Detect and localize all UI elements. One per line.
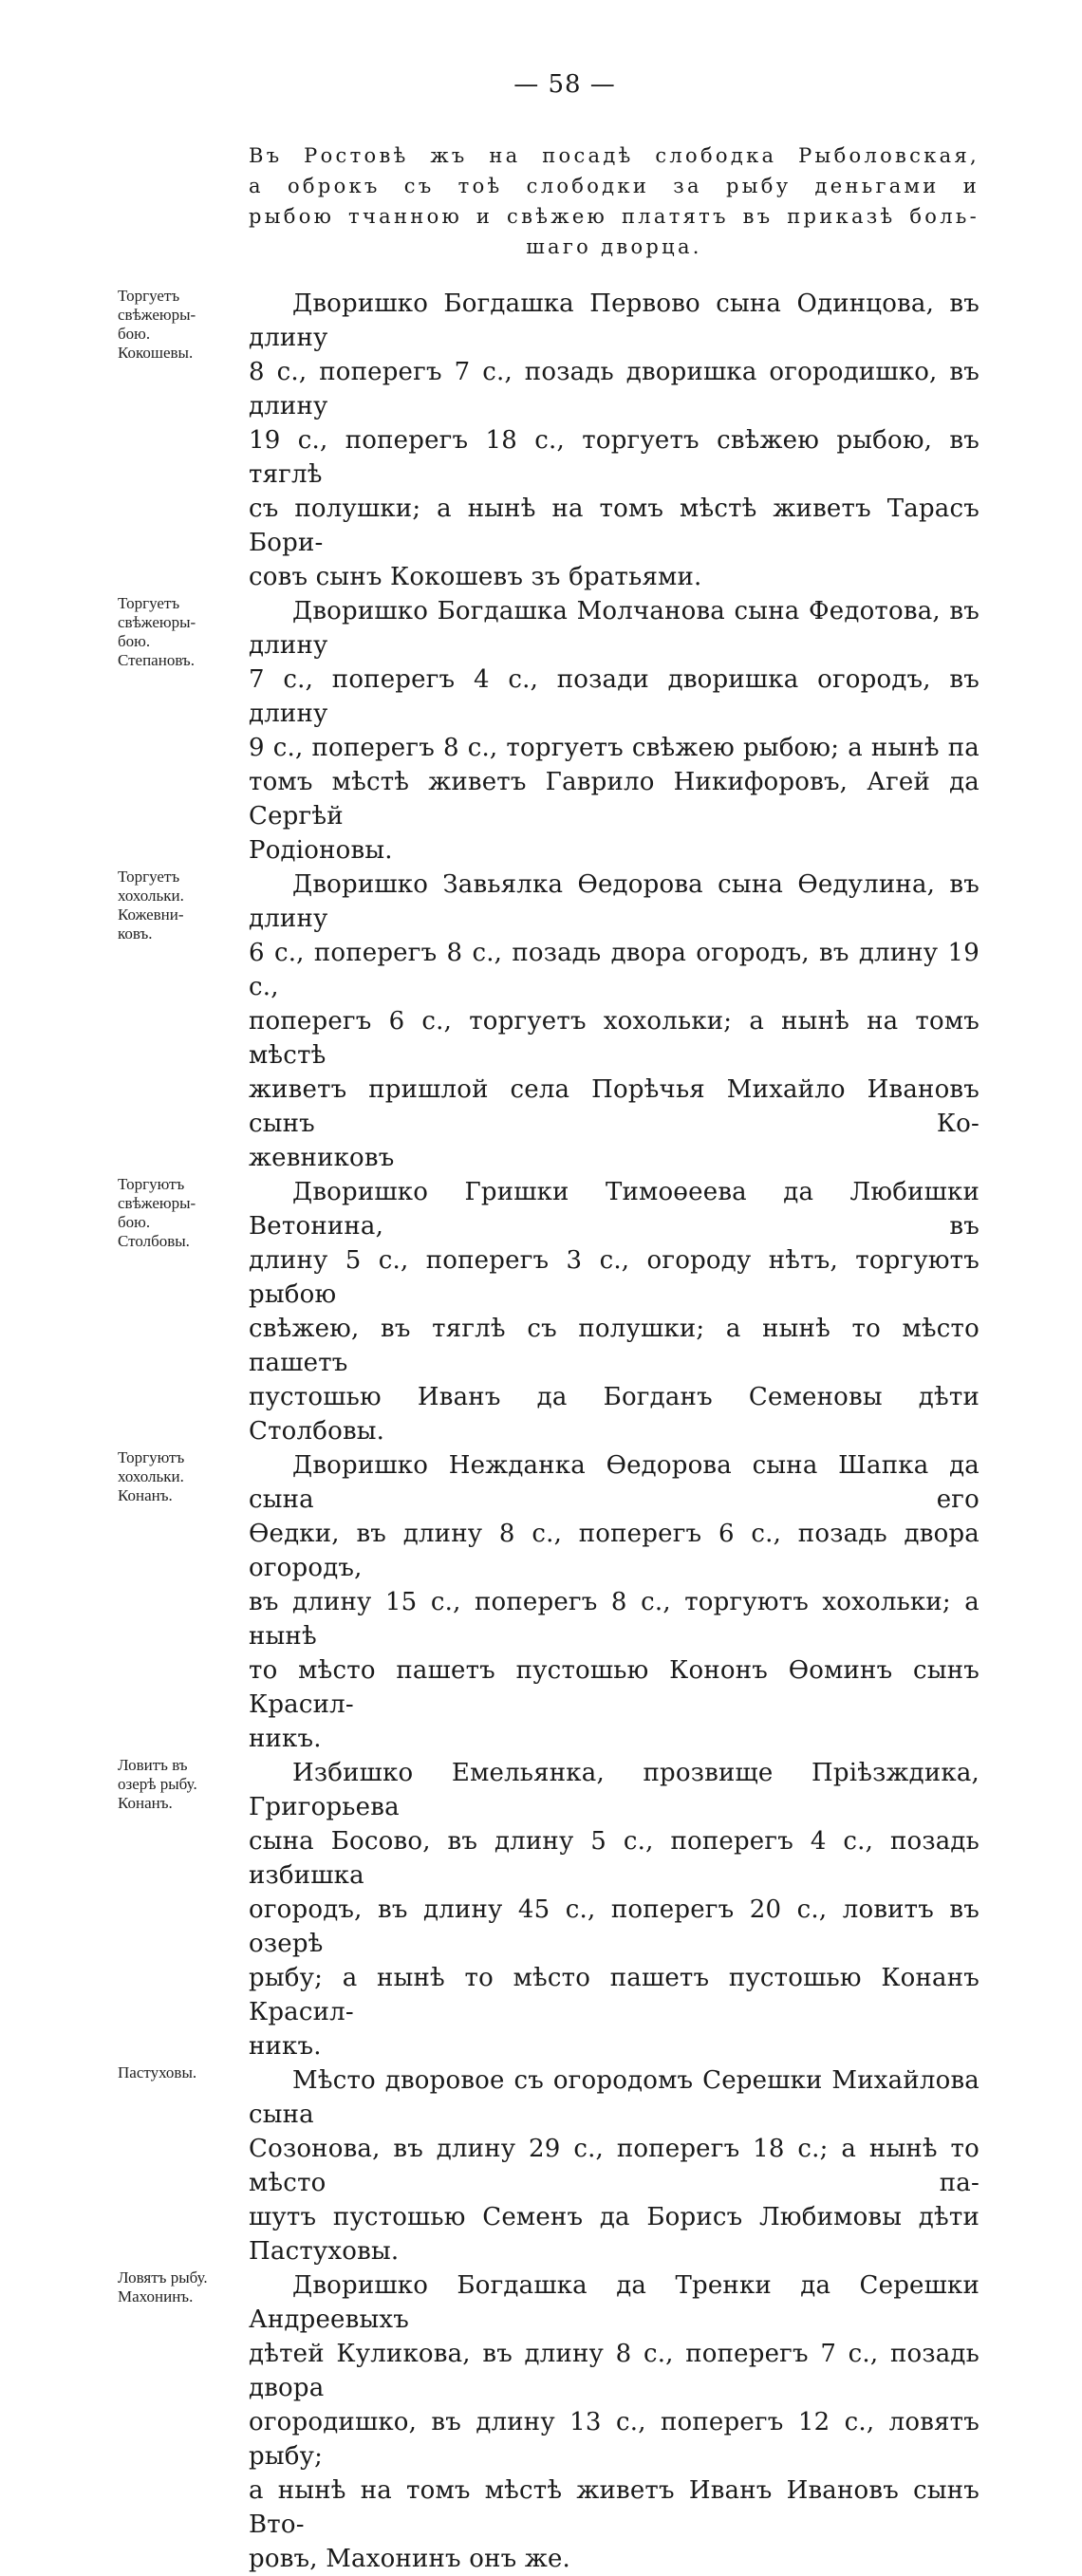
entry-paragraph [249,1175,979,1448]
entry-paragraph [249,2063,979,2268]
margin-note-line: Ловитъ въ [118,1756,188,1774]
margin-note-line: Кокошевы. [118,344,194,362]
margin-note-line: свѣжеюры- [118,306,196,324]
margin-note-line: хохольки. [118,887,184,905]
paragraph-line: томъ мѣстѣ живетъ Гаврило Никифоровъ, Агей да Сергѣй [249,768,979,831]
paragraph-line: рыбу; а нынѣ то мѣсто пашетъ пустошью Конанъ Красил- [249,1964,979,2026]
paragraph-line: Дворишко Богдашка Молчанова сына Федотова, въ длину [249,597,979,660]
heading-line: рыбою тчанною и свѣжею платятъ въ приказѣ боль- [249,205,979,228]
margin-note-line: хохольки. [118,1467,184,1485]
paragraph-line: огородъ, въ длину 45 с., поперегъ 20 с., ловитъ въ озерѣ [249,1895,979,1958]
entry-paragraph [249,594,979,868]
entry [0,2063,1082,2268]
margin-note-line: озерѣ рыбу. [118,1775,197,1793]
paragraph-line: Дворишко Гришки Тимоөеева да Любишки Ветонина, въ [249,1178,979,1241]
paragraph-line: живетъ пришлой села Порѣчья Михайло Ивановъ сынъ Ко- [249,1075,979,1138]
margin-note-line: бою. [118,1213,151,1231]
page-number: — 58 — [513,70,616,99]
paragraph-line: а нынѣ на томъ мѣстѣ живетъ Иванъ Ивановъ сынъ Вто- [249,2476,979,2539]
paragraph-line: Өедки, въ длину 8 с., поперегъ 6 с., позадь двора огородъ, [249,1520,979,1582]
margin-note [118,2268,243,2306]
paragraph-line: Дворишко Нежданка Өедорова сына Шапка да сына его [249,1451,979,1514]
paragraph-line: совъ сынъ Кокошевъ зъ братьями. [249,563,702,591]
paragraph-line: сына Босово, въ длину 5 с., поперегъ 4 с., позадь избишка [249,1827,979,1890]
margin-note-line: Конанъ. [118,1794,173,1812]
entry [0,1448,1082,1756]
paragraph-line: 9 с., поперегъ 8 с., торгуетъ свѣжею рыбою; а нынѣ па [249,734,979,762]
paragraph-line: Мѣсто дворовое съ огородомъ Серешки Михайлова сына [249,2066,979,2129]
paragraph-line: Дворишко Завьялка Өедорова сына Өедулина, въ длину [249,870,979,933]
paragraph-line: ровъ, Махонинъ онъ же. [249,2545,570,2573]
margin-note-line: Торгуетъ [118,287,180,305]
margin-note-line: Торгуютъ [118,1448,185,1466]
heading-line: Въ Ростовѣ жъ на посадѣ слободка Рыболовская, [249,144,979,167]
margin-note-line: ковъ. [118,924,153,943]
entry [0,1175,1082,1448]
paragraph-line: 8 с., поперегъ 7 с., позадь дворишка огородишко, въ длину [249,358,979,420]
paragraph-line: жевниковъ [249,1144,395,1172]
margin-note-line: свѣжеюры- [118,1194,196,1212]
heading-line: шаго дворца. [526,235,702,258]
paragraph-line: 19 с., поперегъ 18 с., торгуетъ свѣжею рыбою, въ тяглѣ [249,426,979,489]
margin-note-line: Столбовы. [118,1232,190,1250]
paragraph-line: то мѣсто пашетъ пустошью Кононъ Өоминъ сынъ Красил- [249,1656,979,1719]
paragraph-line: свѣжею, въ тяглѣ съ полушки; а нынѣ то мѣсто пашетъ [249,1315,979,1377]
paragraph-line: огородишко, въ длину 13 с., поперегъ 12 с., ловятъ рыбу; [249,2408,979,2471]
paragraph-line: 7 с., поперегъ 4 с., позади дворишка огородъ, въ длину [249,665,979,728]
paragraph-line: Родіоновы. [249,836,393,865]
margin-note-line: бою. [118,632,151,650]
margin-note [118,1175,243,1251]
margin-note-line: Степановъ. [118,651,195,669]
margin-note-line: свѣжеюры- [118,613,196,631]
paragraph-line: дѣтей Куликова, въ длину 8 с., поперегъ 7 с., позадь двора [249,2340,979,2402]
heading-line: а оброкъ съ тоѣ слободки за рыбу деньгами и [249,175,979,197]
margin-note-line: Пастуховы. [118,2063,197,2081]
paragraph-line: Дворишко Богдашка Первово сына Одинцова, въ длину [249,289,979,352]
entry-paragraph [249,287,979,594]
entry-paragraph [249,1448,979,1756]
paragraph-line: Избишко Емельянка, прозвище Пріѣзждика, Григорьева [249,1759,979,1821]
entry-paragraph [249,1756,979,2063]
margin-note [118,868,243,943]
margin-note-line: Торгуютъ [118,1175,185,1193]
margin-note-line: Кожевни- [118,905,184,924]
margin-note-line: Ловятъ рыбу. [118,2268,208,2287]
margin-note-line: Торгуетъ [118,868,180,886]
entry [0,594,1082,868]
paragraph-line: 6 с., поперегъ 8 с., позадь двора огородъ, въ длину 19 с., [249,939,979,1001]
entry [0,287,1082,594]
margin-note [118,594,243,670]
paragraph-line: никъ. [249,1725,322,1753]
entry [0,868,1082,1175]
paragraph-line: длину 5 с., поперегъ 3 с., огороду нѣтъ, торгуютъ рыбою [249,1246,979,1309]
section-heading [249,140,979,262]
margin-note [118,287,243,363]
margin-note [118,2063,243,2082]
margin-note-line: Конанъ. [118,1486,173,1504]
margin-note [118,1448,243,1505]
paragraph-line: шутъ пустошью Семенъ да Борисъ Любимовы дѣти Пастуховы. [249,2203,979,2266]
entries-list [0,287,1082,2576]
paragraph-line: пустошью Иванъ да Богданъ Семеновы дѣти Столбовы. [249,1383,979,1446]
margin-note-line: Махонинъ. [118,2287,194,2305]
entry-paragraph [249,2268,979,2576]
margin-note-line: бою. [118,325,151,343]
paragraph-line: Дворишко Богдашка да Тренки да Серешки Андреевыхъ [249,2271,979,2334]
entry-paragraph [249,868,979,1175]
entry [0,1756,1082,2063]
paragraph-line: въ длину 15 с., поперегъ 8 с., торгуютъ хохольки; а нынѣ [249,1588,979,1651]
margin-note-line: Торгуетъ [118,594,180,612]
margin-note [118,1756,243,1813]
paragraph-line: съ полушки; а нынѣ на томъ мѣстѣ живетъ Тарасъ Бори- [249,495,979,557]
paragraph-line: Созонова, въ длину 29 с., поперегъ 18 с.; а нынѣ то мѣсто па- [249,2135,979,2197]
paragraph-line: никъ. [249,2032,322,2061]
paragraph-line: поперегъ 6 с., торгуетъ хохольки; а нынѣ на томъ мѣстѣ [249,1007,979,1070]
entry [0,2268,1082,2576]
